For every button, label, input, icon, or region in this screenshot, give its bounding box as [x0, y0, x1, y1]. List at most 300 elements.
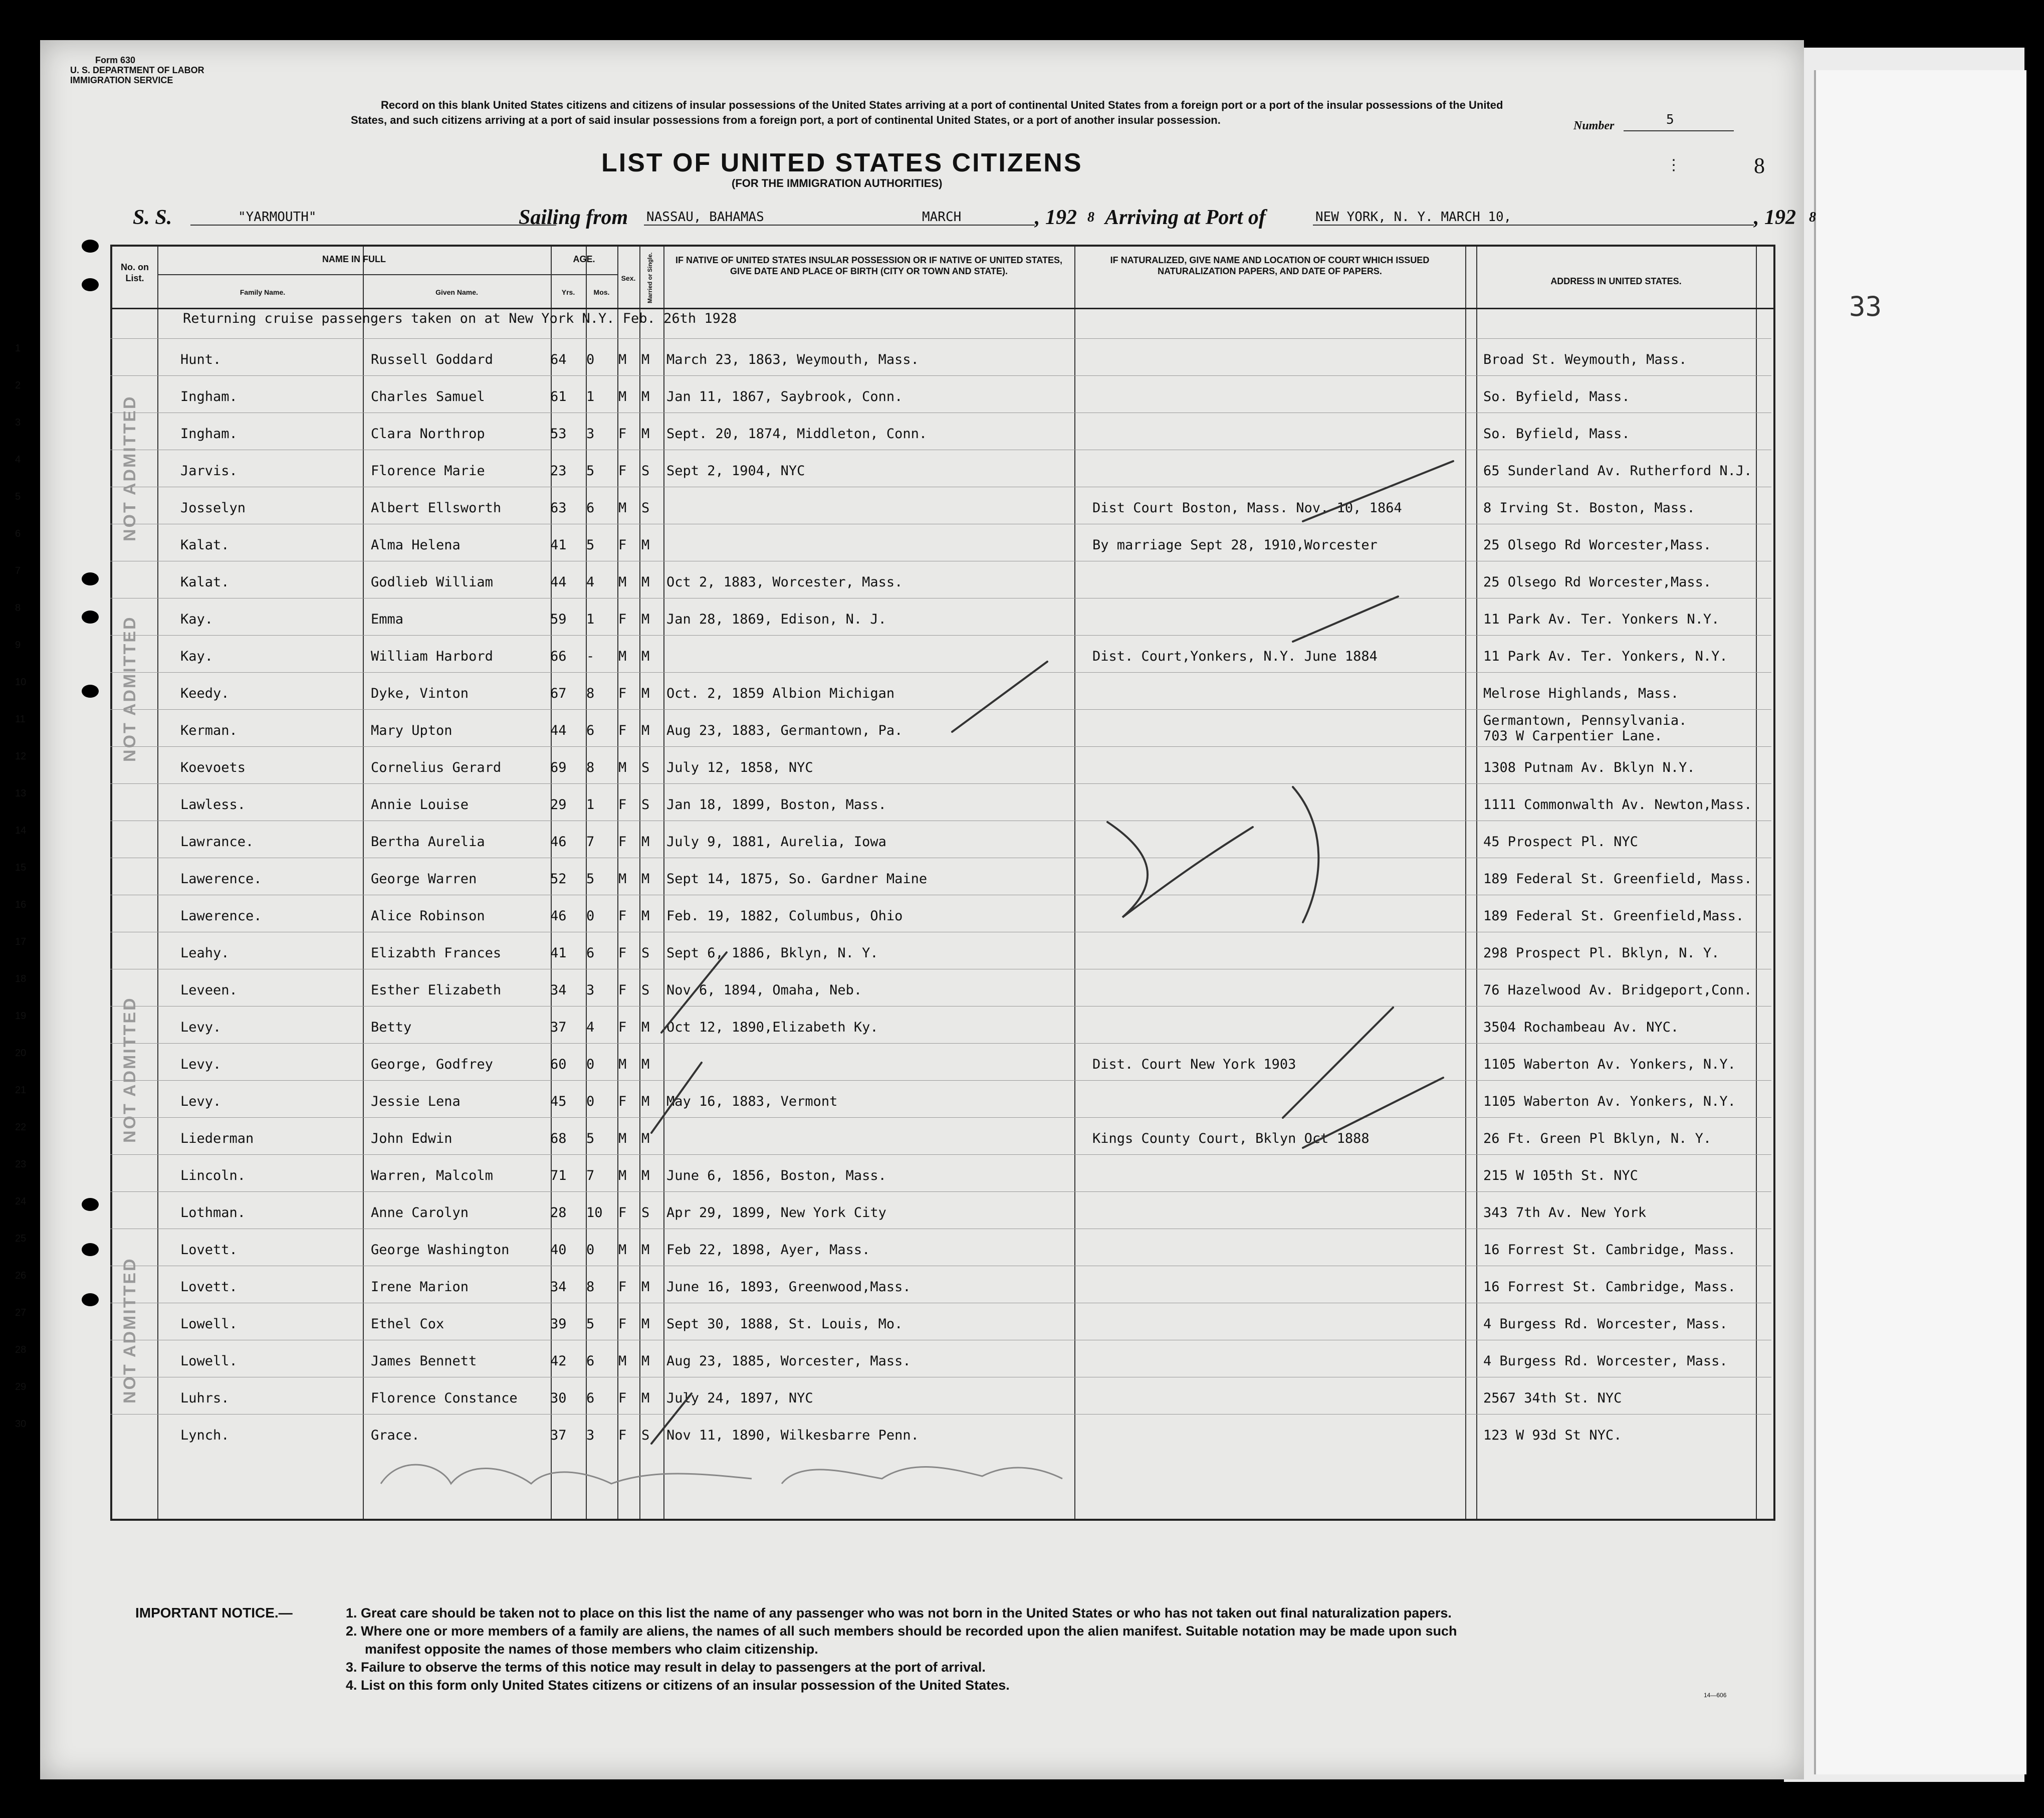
address: 4 Burgess Rd. Worcester, Mass. — [1483, 1316, 1728, 1332]
age-months: 7 — [586, 1168, 595, 1183]
age-years: 46 — [550, 834, 567, 850]
age-months: 3 — [586, 1428, 595, 1443]
given-name: John Edwin — [371, 1131, 452, 1146]
address: 343 7th Av. New York — [1483, 1205, 1647, 1221]
age-years: 34 — [550, 982, 567, 998]
tick-mark: ⋮ — [1666, 157, 1681, 173]
family-name: Lawerence. — [180, 908, 262, 924]
age-months: 6 — [586, 945, 595, 961]
age-years: 71 — [550, 1168, 567, 1183]
age-months: 0 — [586, 352, 595, 367]
row-number: 24 — [15, 1196, 27, 1207]
family-name: Lynch. — [180, 1428, 230, 1443]
sex: M — [618, 1353, 627, 1369]
family-name: Lawless. — [180, 797, 246, 813]
age-months: 6 — [586, 500, 595, 516]
age-months: 5 — [586, 463, 595, 479]
marital-status: M — [641, 649, 650, 664]
notice-item: 4. List on this form only United States citizens or citizens of an insular possession of the United States. — [346, 1678, 1010, 1693]
row-number: 18 — [15, 973, 27, 984]
margin-stamp: NOT ADMITTED — [120, 616, 139, 762]
address: 76 Hazelwood Av. Bridgeport,Conn. — [1483, 982, 1752, 998]
age-months: 4 — [586, 574, 595, 590]
age-years: 40 — [550, 1242, 567, 1258]
age-years: 52 — [550, 871, 567, 887]
address: 25 Olsego Rd Worcester,Mass. — [1483, 537, 1712, 553]
given-name: Dyke, Vinton — [371, 686, 469, 701]
age-months: 1 — [586, 797, 595, 813]
birth-date-place: Jan 11, 1867, Saybrook, Conn. — [666, 389, 903, 405]
sex: F — [618, 1390, 627, 1406]
address: 1111 Commonwalth Av. Newton,Mass. — [1483, 797, 1752, 813]
birth-date-place: Jan 28, 1869, Edison, N. J. — [666, 612, 886, 627]
family-name: Lowell. — [180, 1316, 238, 1332]
age-years: 39 — [550, 1316, 567, 1332]
birth-date-place: July 24, 1897, NYC — [666, 1390, 813, 1406]
sailing-month: MARCH — [922, 210, 962, 225]
age-years: 30 — [550, 1390, 567, 1406]
age-years: 66 — [550, 649, 567, 664]
sex: F — [618, 426, 627, 442]
given-name: Mary Upton — [371, 723, 452, 738]
naturalization: Kings County Court, Bklyn Oct 1888 — [1092, 1131, 1370, 1146]
family-name: Kalat. — [180, 537, 230, 553]
address: 8 Irving St. Boston, Mass. — [1483, 500, 1695, 516]
family-name: Lothman. — [180, 1205, 246, 1221]
family-name: Lovett. — [180, 1279, 238, 1295]
row-number: 8 — [15, 602, 21, 614]
naturalization: By marriage Sept 28, 1910,Worcester — [1092, 537, 1378, 553]
marital-status: S — [641, 500, 650, 516]
family-name: Luhrs. — [180, 1390, 230, 1406]
header-given-name: Given Name. — [435, 288, 478, 296]
header-married-or-single: Married or Single. — [646, 252, 653, 303]
age-years: 61 — [550, 389, 567, 405]
number-value: 5 — [1666, 112, 1674, 127]
header-age: AGE. — [573, 254, 595, 264]
given-name: Warren, Malcolm — [371, 1168, 493, 1183]
sex: F — [618, 797, 627, 813]
row-number: 29 — [15, 1381, 27, 1392]
marital-status: S — [641, 760, 650, 775]
marital-status: M — [641, 574, 650, 590]
marital-status: M — [641, 871, 650, 887]
given-name: Cornelius Gerard — [371, 760, 502, 775]
age-months: 5 — [586, 1316, 595, 1332]
notice-item: 2. Where one or more members of a family are aliens, the names of all such members should be recorded upon the alien manifest. Suitable notation may be made upon such — [346, 1624, 1457, 1639]
marital-status: M — [641, 1390, 650, 1406]
family-name: Ingham. — [180, 389, 238, 405]
sex: F — [618, 1279, 627, 1295]
row-number: 28 — [15, 1344, 27, 1355]
arriving-label: Arriving at Port of — [1105, 206, 1266, 229]
birth-date-place: March 23, 1863, Weymouth, Mass. — [666, 352, 919, 367]
age-years: 28 — [550, 1205, 567, 1221]
family-name: Kay. — [180, 649, 213, 664]
age-years: 64 — [550, 352, 567, 367]
birth-date-place: July 12, 1858, NYC — [666, 760, 813, 775]
ship-name: "YARMOUTH" — [238, 210, 317, 225]
notice-item: 3. Failure to observe the terms of this notice may result in delay to passengers at the port of arrival. — [346, 1660, 986, 1675]
address: 11 Park Av. Ter. Yonkers N.Y. — [1483, 612, 1720, 627]
naturalization: Dist. Court New York 1903 — [1092, 1057, 1296, 1072]
age-months: 8 — [586, 760, 595, 775]
sex: F — [618, 1205, 627, 1221]
check-mark — [1283, 1007, 1393, 1118]
arrival-year-digit: 8 — [1809, 210, 1816, 225]
birth-date-place: Jan 18, 1899, Boston, Mass. — [666, 797, 886, 813]
birth-date-place: Feb. 19, 1882, Columbus, Ohio — [666, 908, 903, 924]
family-name: Kay. — [180, 612, 213, 627]
age-years: 41 — [550, 537, 567, 553]
sex: M — [618, 1242, 627, 1258]
address: 4 Burgess Rd. Worcester, Mass. — [1483, 1353, 1728, 1369]
family-name: Lincoln. — [180, 1168, 246, 1183]
marital-status: M — [641, 612, 650, 627]
marital-status: M — [641, 389, 650, 405]
row-number: 1 — [15, 343, 21, 354]
age-months: 8 — [586, 686, 595, 701]
arrival-year: , 192 — [1754, 206, 1796, 229]
age-months: 4 — [586, 1020, 595, 1035]
age-years: 42 — [550, 1353, 567, 1369]
row-number: 16 — [15, 899, 27, 910]
age-years: 23 — [550, 463, 567, 479]
margin-stamp: NOT ADMITTED — [120, 1257, 139, 1403]
marital-status: M — [641, 1279, 650, 1295]
family-name: Kerman. — [180, 723, 238, 738]
check-mark — [1293, 787, 1318, 922]
important-notice — [135, 1604, 1764, 1694]
birth-date-place: Sept 2, 1904, NYC — [666, 463, 805, 479]
check-mark — [661, 952, 727, 1033]
row-number: 6 — [15, 528, 21, 539]
birth-date-place: Sept. 20, 1874, Middleton, Conn. — [666, 426, 928, 442]
marital-status: M — [641, 1131, 650, 1146]
given-name: William Harbord — [371, 649, 493, 664]
given-name: Jessie Lena — [371, 1094, 461, 1109]
family-name: Lovett. — [180, 1242, 238, 1258]
number-label: Number — [1573, 119, 1615, 132]
sex: F — [618, 908, 627, 924]
signature-scrawl — [381, 1465, 752, 1484]
marital-status: M — [641, 537, 650, 553]
age-years: 37 — [550, 1428, 567, 1443]
header-birth-place: IF NATIVE OF UNITED STATES INSULAR POSSESSION OR IF NATIVE OF UNITED STATES, GIVE DATE AND PLACE OF BIRTH (CITY OR TOWN AND STATE). — [675, 255, 1063, 276]
marital-status: M — [641, 352, 650, 367]
marital-status: S — [641, 982, 650, 998]
age-years: 59 — [550, 612, 567, 627]
age-months: 1 — [586, 389, 595, 405]
given-name: Anne Carolyn — [371, 1205, 469, 1221]
address: 298 Prospect Pl. Bklyn, N. Y. — [1483, 945, 1720, 961]
birth-date-place: May 16, 1883, Vermont — [666, 1094, 838, 1109]
birth-date-place: Apr 29, 1899, New York City — [666, 1205, 886, 1221]
family-name: Levy. — [180, 1020, 221, 1035]
given-name: James Bennett — [371, 1353, 477, 1369]
address: 25 Olsego Rd Worcester,Mass. — [1483, 574, 1712, 590]
row-number: 20 — [15, 1048, 27, 1059]
address: Melrose Highlands, Mass. — [1483, 686, 1679, 701]
family-name: Hunt. — [180, 352, 221, 367]
address: 123 W 93d St NYC. — [1483, 1428, 1622, 1443]
age-months: 0 — [586, 1242, 595, 1258]
age-months: 5 — [586, 537, 595, 553]
marital-status: S — [641, 463, 650, 479]
age-months: 6 — [586, 1353, 595, 1369]
given-name: Grace. — [371, 1428, 420, 1443]
row-number: 7 — [15, 565, 21, 576]
address: 1105 Waberton Av. Yonkers, N.Y. — [1483, 1057, 1736, 1072]
row-number: 30 — [15, 1419, 27, 1430]
row-number: 21 — [15, 1085, 27, 1096]
sex: F — [618, 1020, 627, 1035]
family-name: Lawrance. — [180, 834, 254, 850]
sex: F — [618, 945, 627, 961]
form-instructions: Record on this blank United States citizens and citizens of insular possessions of the United States arriving at a port of continental United States from a foreign port or a port of the insular possessions of the United States, and such citizens arriving at a port of said insular possessions from a foreign port, a port of continental United States, or a port of another insular possession. — [351, 99, 1503, 126]
notice-item: 1. Great care should be taken not to place on this list the name of any passenger who was not born in the United States or who has not taken out final naturalization papers. — [346, 1605, 1452, 1621]
service-name: IMMIGRATION SERVICE — [70, 75, 173, 85]
given-name: George Washington — [371, 1242, 510, 1258]
marital-status: M — [641, 1020, 650, 1035]
row-number: 15 — [15, 862, 27, 873]
family-name: Jarvis. — [180, 463, 238, 479]
family-name: Ingham. — [180, 426, 238, 442]
check-mark — [1303, 461, 1453, 521]
birth-date-place: Feb 22, 1898, Ayer, Mass. — [666, 1242, 870, 1258]
row-number: 22 — [15, 1122, 27, 1133]
sex: M — [618, 1168, 627, 1183]
header-sex: Sex. — [621, 274, 636, 282]
age-years: 63 — [550, 500, 567, 516]
birth-date-place: Nov 11, 1890, Wilkesbarre Penn. — [666, 1428, 919, 1443]
family-name: Josselyn — [180, 500, 246, 516]
marital-status: S — [641, 1428, 650, 1443]
check-mark — [651, 1063, 702, 1133]
marital-status: M — [641, 1168, 650, 1183]
row-number: 5 — [15, 491, 21, 502]
row-number: 9 — [15, 640, 21, 651]
given-name: Betty — [371, 1020, 412, 1035]
address: So. Byfield, Mass. — [1483, 389, 1630, 405]
family-name: Leahy. — [180, 945, 230, 961]
sex: F — [618, 1428, 627, 1443]
given-name: Annie Louise — [371, 797, 469, 813]
notice-item: manifest opposite the names of those members who claim citizenship. — [365, 1642, 818, 1657]
row-number: 14 — [15, 825, 27, 836]
birth-date-place: Sept 14, 1875, So. Gardner Maine — [666, 871, 928, 887]
family-name: Keedy. — [180, 686, 230, 701]
address: 16 Forrest St. Cambridge, Mass. — [1483, 1242, 1736, 1258]
age-months: - — [586, 649, 595, 664]
row-number: 10 — [15, 677, 27, 688]
row-number: 4 — [15, 454, 21, 465]
form-number: Form 630 — [95, 55, 136, 65]
given-name: Irene Marion — [371, 1279, 469, 1295]
given-name: Alma Helena — [371, 537, 461, 553]
marital-status: M — [641, 723, 650, 738]
age-years: 68 — [550, 1131, 567, 1146]
sex: M — [618, 649, 627, 664]
sex: F — [618, 1316, 627, 1332]
check-mark — [1107, 822, 1253, 917]
given-name: Esther Elizabeth — [371, 982, 502, 998]
address: 65 Sunderland Av. Rutherford N.J. — [1483, 463, 1752, 479]
given-name: Bertha Aurelia — [371, 834, 485, 850]
family-name: Leveen. — [180, 982, 238, 998]
marital-status: M — [641, 1316, 650, 1332]
row-number: 19 — [15, 1011, 27, 1022]
given-name: George Warren — [371, 871, 477, 887]
sailing-year: , 192 — [1035, 206, 1077, 229]
row-number: 3 — [15, 417, 21, 428]
birth-date-place: Oct 12, 1890,Elizabeth Ky. — [666, 1020, 878, 1035]
given-name: Florence Constance — [371, 1390, 518, 1406]
age-months: 8 — [586, 1279, 595, 1295]
given-name: Alice Robinson — [371, 908, 485, 924]
age-months: 7 — [586, 834, 595, 850]
birth-date-place: Oct 2, 1883, Worcester, Mass. — [666, 574, 903, 590]
given-name: Russell Goddard — [371, 352, 493, 367]
row-number: 25 — [15, 1233, 27, 1244]
birth-date-place: July 9, 1881, Aurelia, Iowa — [666, 834, 886, 850]
family-name: Koevoets — [180, 760, 246, 775]
given-name: Godlieb William — [371, 574, 493, 590]
sex: M — [618, 1057, 627, 1072]
address: 3504 Rochambeau Av. NYC. — [1483, 1020, 1679, 1035]
side-page-number: 33 — [1849, 291, 1882, 322]
birth-date-place: Sept 30, 1888, St. Louis, Mo. — [666, 1316, 903, 1332]
address: 2567 34th St. NYC — [1483, 1390, 1622, 1406]
family-name: Lowell. — [180, 1353, 238, 1369]
sex: F — [618, 612, 627, 627]
sex: M — [618, 871, 627, 887]
margin-stamp: NOT ADMITTED — [120, 996, 139, 1143]
check-mark — [1293, 596, 1398, 642]
given-name: Elizabth Frances — [371, 945, 502, 961]
sex: F — [618, 463, 627, 479]
row-number: 13 — [15, 788, 27, 799]
birth-date-place: Sept 6, 1886, Bklyn, N. Y. — [666, 945, 878, 961]
birth-date-place: June 6, 1856, Boston, Mass. — [666, 1168, 886, 1183]
given-name: Florence Marie — [371, 463, 485, 479]
age-months: 1 — [586, 612, 595, 627]
footer-code: 14—606 — [1704, 1692, 1727, 1699]
address: Germantown, Pennsylvania. 703 W Carpentier Lane. — [1483, 713, 1687, 744]
age-months: 6 — [586, 1390, 595, 1406]
given-name: George, Godfrey — [371, 1057, 493, 1072]
row-number: 23 — [15, 1159, 27, 1170]
sex: F — [618, 537, 627, 553]
age-months: 5 — [586, 871, 595, 887]
row-number: 17 — [15, 936, 27, 947]
arriving-port: NEW YORK, N. Y. MARCH 10, — [1315, 210, 1512, 225]
birth-date-place: June 16, 1893, Greenwood,Mass. — [666, 1279, 911, 1295]
header-no: No. on List. — [121, 262, 149, 283]
age-months: 10 — [586, 1205, 603, 1221]
address: 1308 Putnam Av. Bklyn N.Y. — [1483, 760, 1695, 775]
header-name-in-full: NAME IN FULL — [322, 254, 386, 264]
sex: F — [618, 1094, 627, 1109]
row-number: 27 — [15, 1307, 27, 1318]
family-name: Levy. — [180, 1094, 221, 1109]
age-years: 29 — [550, 797, 567, 813]
marital-status: M — [641, 426, 650, 442]
address: 189 Federal St. Greenfield,Mass. — [1483, 908, 1744, 924]
header-address: ADDRESS IN UNITED STATES. — [1550, 276, 1682, 286]
margin-stamp: NOT ADMITTED — [120, 395, 139, 541]
naturalization: Dist Court Boston, Mass. Nov. 10, 1864 — [1092, 500, 1402, 516]
address: 45 Prospect Pl. NYC — [1483, 834, 1638, 850]
age-years: 34 — [550, 1279, 567, 1295]
given-name: Ethel Cox — [371, 1316, 444, 1332]
given-name: Clara Northrop — [371, 426, 485, 442]
age-years: 46 — [550, 908, 567, 924]
header-family-name: Family Name. — [240, 288, 286, 296]
age-months: 0 — [586, 908, 595, 924]
notice-lead: IMPORTANT NOTICE.— — [135, 1605, 293, 1621]
header-naturalization: IF NATURALIZED, GIVE NAME AND LOCATION OF COURT WHICH ISSUED NATURALIZATION PAPERS, AND DATE OF PAPERS. — [1110, 255, 1430, 276]
address: 215 W 105th St. NYC — [1483, 1168, 1638, 1183]
age-months: 0 — [586, 1057, 595, 1072]
age-years: 69 — [550, 760, 567, 775]
family-name: Kalat. — [180, 574, 230, 590]
sailing-year-digit: 8 — [1087, 210, 1094, 225]
marital-status: M — [641, 834, 650, 850]
header-months: Mos. — [593, 288, 610, 296]
given-name: Charles Samuel — [371, 389, 485, 405]
address: 16 Forrest St. Cambridge, Mass. — [1483, 1279, 1736, 1295]
sex: M — [618, 574, 627, 590]
row-number: 11 — [15, 714, 26, 725]
age-years: 44 — [550, 723, 567, 738]
marital-status: M — [641, 1353, 650, 1369]
row-number: 26 — [15, 1270, 27, 1281]
sex: F — [618, 982, 627, 998]
age-years: 45 — [550, 1094, 567, 1109]
sex: M — [618, 1131, 627, 1146]
birth-date-place: Oct. 2, 1859 Albion Michigan — [666, 686, 895, 701]
marital-status: S — [641, 797, 650, 813]
address: Broad St. Weymouth, Mass. — [1483, 352, 1687, 367]
marital-status: M — [641, 1242, 650, 1258]
sex: F — [618, 723, 627, 738]
age-months: 0 — [586, 1094, 595, 1109]
birth-date-place: Aug 23, 1885, Worcester, Mass. — [666, 1353, 911, 1369]
marital-status: S — [641, 1205, 650, 1221]
sex: M — [618, 389, 627, 405]
family-name: Lawerence. — [180, 871, 262, 887]
marital-status: M — [641, 1094, 650, 1109]
age-months: 3 — [586, 426, 595, 442]
marital-status: M — [641, 1057, 650, 1072]
row-number: 2 — [15, 380, 21, 391]
sex: F — [618, 686, 627, 701]
birth-date-place: Nov 6, 1894, Omaha, Neb. — [666, 982, 862, 998]
sex: F — [618, 834, 627, 850]
sailing-label: Sailing from — [519, 206, 628, 229]
age-years: 37 — [550, 1020, 567, 1035]
address: 11 Park Av. Ter. Yonkers, N.Y. — [1483, 649, 1728, 664]
age-years: 41 — [550, 945, 567, 961]
age-months: 5 — [586, 1131, 595, 1146]
age-years: 53 — [550, 426, 567, 442]
sex: M — [618, 760, 627, 775]
header-years: Yrs. — [561, 288, 575, 296]
check-mark — [952, 662, 1047, 732]
address: So. Byfield, Mass. — [1483, 426, 1630, 442]
age-months: 3 — [586, 982, 595, 998]
